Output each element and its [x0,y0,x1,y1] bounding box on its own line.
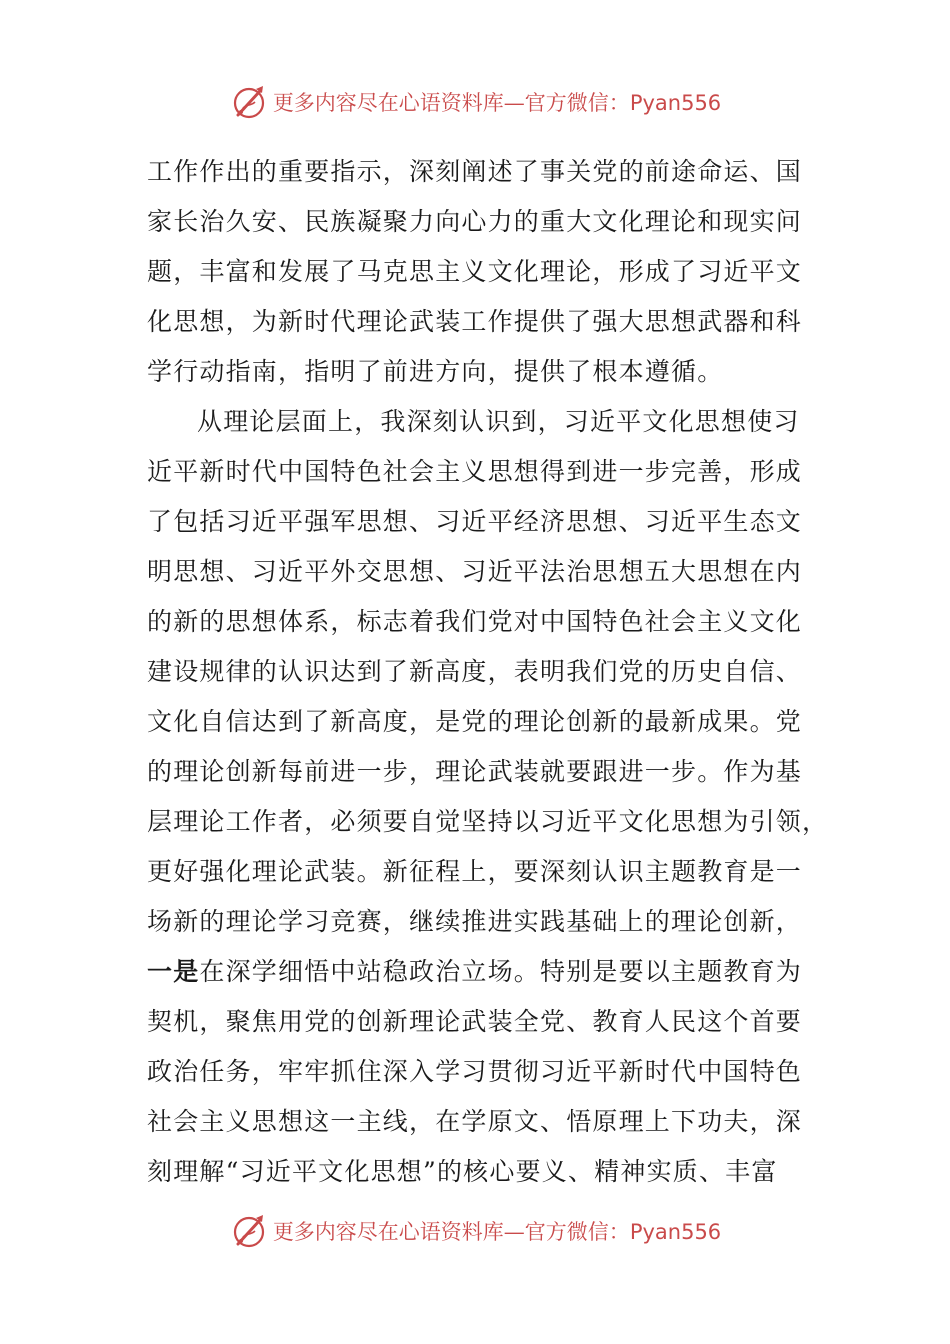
header-banner [0,80,950,124]
body-line: 了包括习近平强军思想、习近平经济思想、习近平生态文 [147,507,803,536]
pen-logo-icon [229,1211,269,1251]
body-line: 层理论工作者，必须要自觉坚持以习近平文化思想为引领， [147,807,829,836]
footer-wechat-id: Pyan556 [629,1220,722,1244]
footer-banner-label: 更多内容尽在心语资料库—官方微信： [272,1220,630,1244]
header-banner-label: 更多内容尽在心语资料库—官方微信： [272,91,630,115]
body-line: 近平新时代中国特色社会主义思想得到进一步完善，形成 [147,457,803,486]
body-line: 文化自信达到了新高度，是党的理论创新的最新成果。党 [147,707,803,736]
body-line: 题，丰富和发展了马克思主义文化理论，形成了习近平文 [147,257,803,286]
body-line: 化思想，为新时代理论武装工作提供了强大思想武器和科 [147,307,803,336]
body-line: 建设规律的认识达到了新高度，表明我们党的历史自信、 [147,657,803,686]
footer-banner [0,1209,950,1253]
bold-lead-text: 一是 [147,957,200,986]
body-line [147,947,803,997]
header-wechat-id: Pyan556 [629,91,722,115]
body-line: 更好强化理论武装。新征程上，要深刻认识主题教育是一 [147,857,803,886]
body-line: 刻理解“习近平文化思想”的核心要义、精神实质、丰富 [147,1157,778,1186]
paragraph-start-line: 从理论层面上，我深刻认识到，习近平文化思想使习 [197,407,800,436]
document-body [147,147,829,1197]
body-line: 政治任务，牢牢抓住深入学习贯彻习近平新时代中国特色 [147,1057,803,1086]
body-line: 的新的思想体系，标志着我们党对中国特色社会主义文化 [147,607,803,636]
header-banner-text [273,87,721,117]
body-line: 学行动指南，指明了前进方向，提供了根本遵循。 [147,357,724,386]
body-line-text: 在深学细悟中站稳政治立场。特别是要以主题教育为 [199,957,803,986]
body-line: 家长治久安、民族凝聚力向心力的重大文化理论和现实问 [147,207,803,236]
body-line: 社会主义思想这一主线，在学原文、悟原理上下功夫，深 [147,1107,803,1136]
body-line: 契机，聚焦用党的创新理论武装全党、教育人民这个首要 [147,1007,803,1036]
body-line: 工作作出的重要指示，深刻阐述了事关党的前途命运、国 [147,157,803,186]
body-line: 的理论创新每前进一步，理论武装就要跟进一步。作为基 [147,757,803,786]
footer-banner-text [273,1216,721,1246]
body-line: 明思想、习近平外交思想、习近平法治思想五大思想在内 [147,557,803,586]
body-line: 场新的理论学习竞赛，继续推进实践基础上的理论创新， [147,907,803,936]
pen-logo-icon [229,82,269,122]
